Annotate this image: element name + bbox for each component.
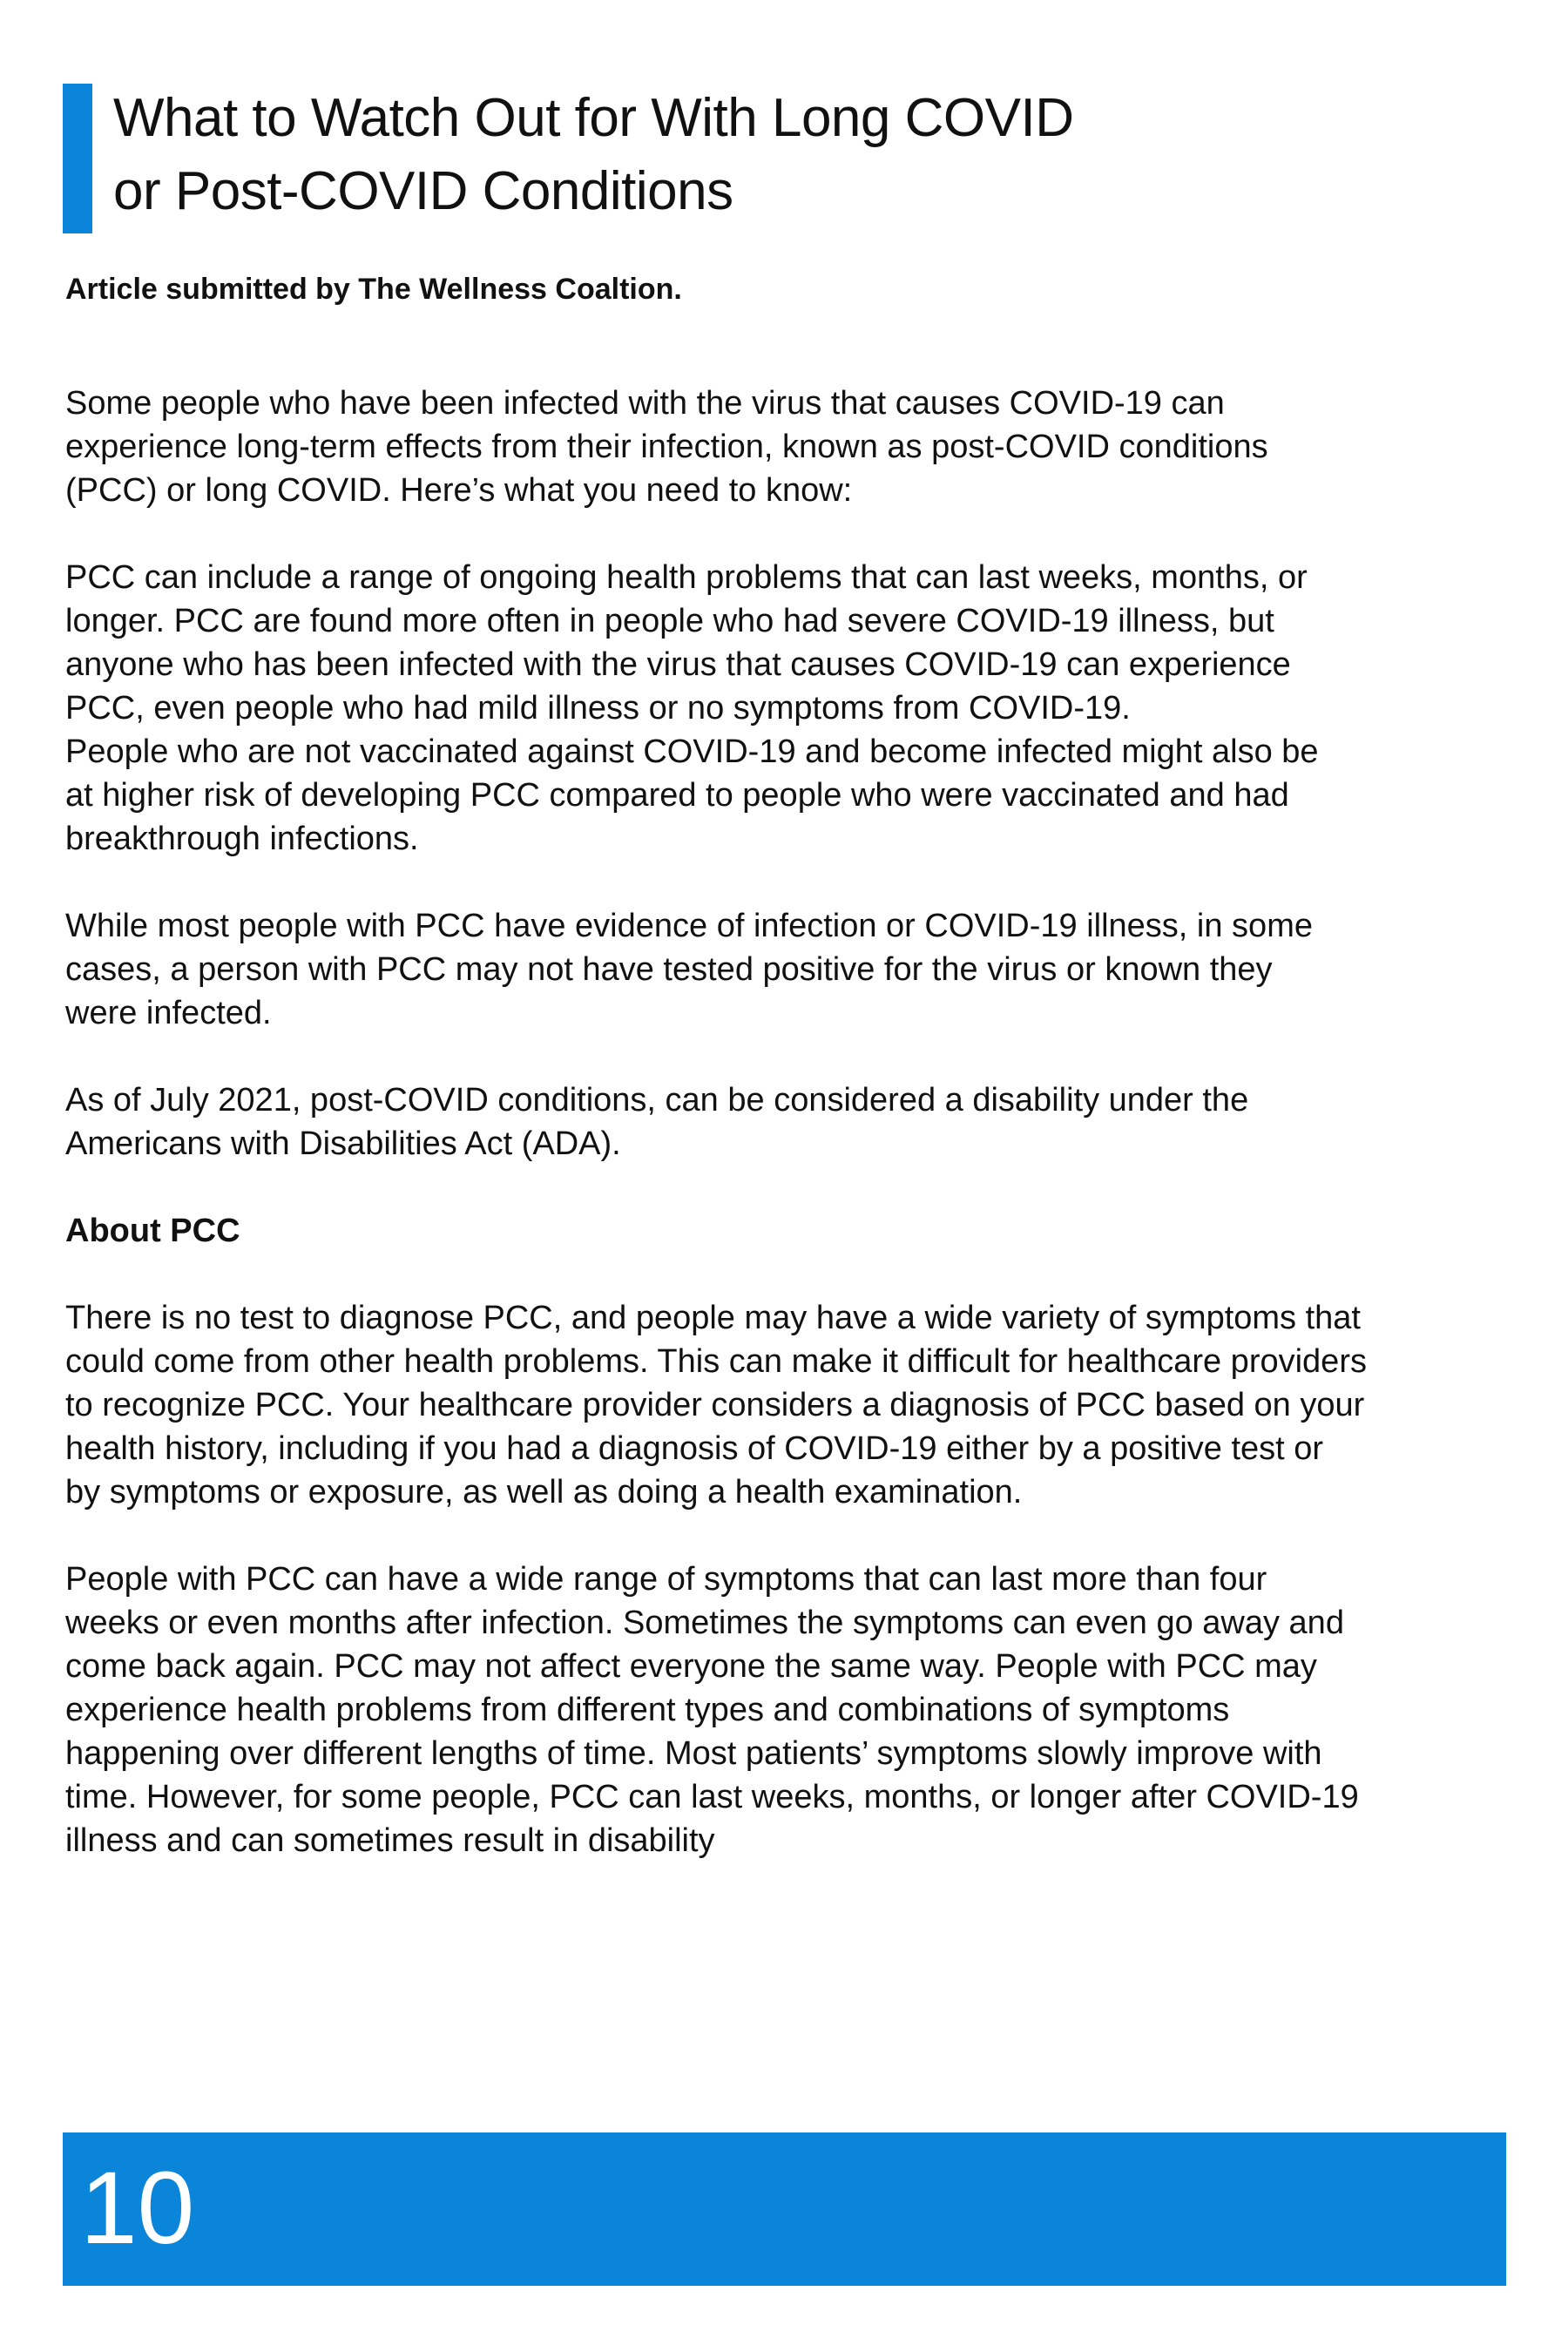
paragraph-line: People who are not vaccinated against COVID-19 and become infected might also be (65, 733, 1319, 770)
paragraph-symptoms (65, 1558, 1546, 1862)
paragraph-intro (65, 382, 1546, 512)
paragraph-line: People with PCC can have a wide range of symptoms that can last more than four (65, 1561, 1267, 1598)
page-title-line-1: What to Watch Out for With Long COVID (113, 88, 1074, 148)
paragraph-line: health history, including if you had a diagnosis of COVID-19 either by a positive test or (65, 1430, 1324, 1467)
paragraph-line: cases, a person with PCC may not have tested positive for the virus or known they (65, 951, 1273, 988)
paragraph-line: PCC can include a range of ongoing health problems that can last weeks, months, or (65, 559, 1308, 596)
paragraph-line: While most people with PCC have evidence of infection or COVID-19 illness, in some (65, 908, 1313, 944)
paragraph-line: were infected. (65, 995, 272, 1031)
paragraph-line: anyone who has been infected with the virus that causes COVID-19 can experience (65, 646, 1291, 683)
paragraph-line: As of July 2021, post-COVID conditions, can be considered a disability under the (65, 1082, 1249, 1119)
page-number: 10 (80, 2151, 195, 2266)
paragraph-line: PCC, even people who had mild illness or no symptoms from COVID-19. (65, 690, 1131, 727)
article-body (65, 382, 1546, 1906)
paragraph-line: longer. PCC are found more often in people who had severe COVID-19 illness, but (65, 603, 1274, 639)
page-title-line-2: or Post-COVID Conditions (113, 161, 733, 221)
paragraph-testing (65, 904, 1546, 1035)
paragraph-line: experience health problems from different types and combinations of symptoms (65, 1692, 1230, 1728)
section-heading-about-pcc: About PCC (65, 1213, 240, 1249)
paragraph-line: to recognize PCC. Your healthcare provider considers a diagnosis of PCC based on your (65, 1387, 1365, 1423)
paragraph-line: illness and can sometimes result in disability (65, 1822, 715, 1859)
paragraph-line: come back again. PCC may not affect everyone the same way. People with PCC may (65, 1648, 1317, 1685)
paragraph-line: could come from other health problems. This can make it difficult for healthcare providers (65, 1343, 1367, 1380)
paragraph-line: weeks or even months after infection. Sometimes the symptoms can even go away and (65, 1605, 1344, 1641)
paragraph-ada (65, 1078, 1546, 1166)
paragraph-line: breakthrough infections. (65, 821, 419, 857)
paragraph-diagnosis (65, 1296, 1546, 1514)
article-byline: Article submitted by The Wellness Coaltion. (65, 273, 682, 306)
paragraph-vaccination-risk (65, 730, 1546, 861)
page-title (113, 82, 1420, 228)
paragraph-line: experience long-term effects from their infection, known as post-COVID conditions (65, 429, 1268, 465)
paragraph-line: happening over different lengths of time. Most patients’ symptoms slowly improve with (65, 1735, 1322, 1772)
paragraph-line: by symptoms or exposure, as well as doing a health examination. (65, 1474, 1023, 1511)
paragraph-line: (PCC) or long COVID. Here’s what you need to know: (65, 472, 853, 509)
paragraph-line: There is no test to diagnose PCC, and people may have a wide variety of symptoms that (65, 1300, 1361, 1336)
paragraph-line: Americans with Disabilities Act (ADA). (65, 1125, 621, 1162)
paragraph-pcc-range (65, 556, 1546, 730)
paragraph-line: at higher risk of developing PCC compared to people who were vaccinated and had (65, 777, 1289, 814)
title-accent-bar (63, 84, 92, 233)
paragraph-line: time. However, for some people, PCC can last weeks, months, or longer after COVID-19 (65, 1779, 1359, 1815)
paragraph-line: Some people who have been infected with the virus that causes COVID-19 can (65, 385, 1225, 422)
footer-bar (63, 2132, 1506, 2286)
